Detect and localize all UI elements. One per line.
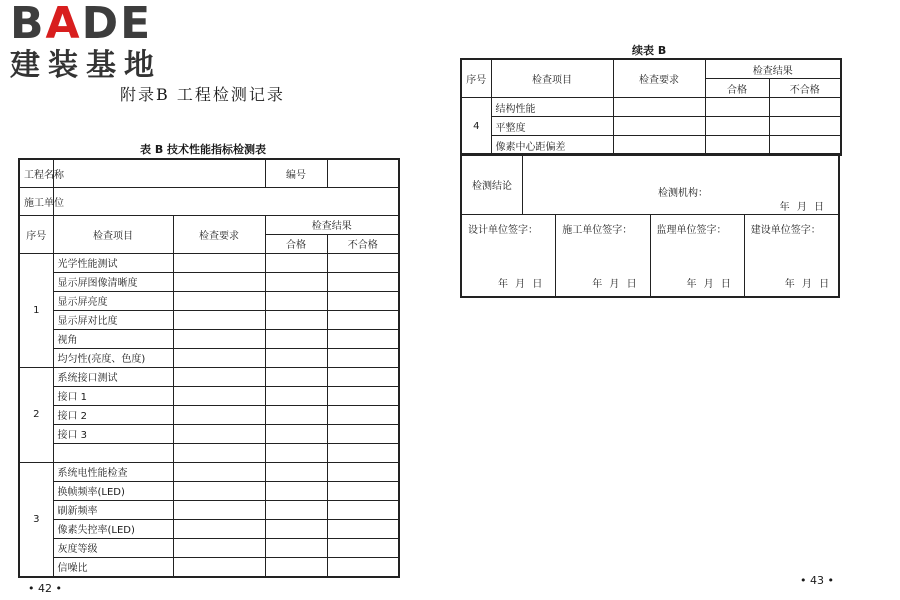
header-pass: 合格 [265, 234, 327, 253]
signature-date: 年 月 日 [498, 279, 545, 290]
signature-owner [745, 215, 838, 296]
signature-date: 年 月 日 [592, 279, 639, 290]
table-row-item: 显示屏图像清晰度 [53, 272, 173, 291]
right-table-caption: 续表 B [632, 44, 667, 57]
signature-label: 设计单位签字： [468, 225, 538, 236]
logo-latin: BADE [10, 0, 153, 49]
group-seq: 2 [19, 367, 53, 462]
table-row-item: 显示屏对比度 [53, 310, 173, 329]
table-row-item: 视角 [53, 329, 173, 348]
signature-design [462, 215, 556, 296]
contractor-field [53, 187, 399, 215]
code-field [327, 159, 399, 187]
table-row-item: 换帧频率(LED) [53, 481, 173, 500]
project-name-label: 工程名称 [19, 159, 53, 187]
project-name-field [53, 159, 265, 187]
contractor-label: 施工单位 [19, 187, 53, 215]
table-row-item: 结构性能 [491, 98, 613, 117]
group-seq: 3 [19, 462, 53, 577]
table-row-item: 均匀性(亮度、色度) [53, 348, 173, 367]
table-row-item: 显示屏亮度 [53, 291, 173, 310]
left-table [18, 158, 400, 578]
conclusion-date: 年 月 日 [779, 202, 826, 213]
page-number-right: • 43 • [800, 574, 834, 587]
header-fail: 不合格 [769, 79, 841, 98]
table-row-item: 像素中心距偏差 [491, 136, 613, 156]
code-label: 编号 [265, 159, 327, 187]
header-requirement: 检查要求 [613, 59, 705, 98]
header-seq: 序号 [461, 59, 491, 98]
header-result: 检查结果 [265, 215, 399, 234]
agency-label: 检测机构： [658, 188, 708, 199]
header-requirement: 检查要求 [173, 215, 265, 253]
right-table-top [460, 58, 842, 156]
signature-contractor [556, 215, 650, 296]
group-seq: 1 [19, 253, 53, 367]
page-number-left: • 42 • [28, 582, 62, 595]
table-row-item: 系统电性能检查 [53, 462, 173, 481]
group-seq: 4 [461, 98, 491, 156]
signature-label: 监理单位签字： [656, 225, 727, 236]
signature-label: 建设单位签字： [750, 225, 821, 236]
table-row-item: 光学性能测试 [53, 253, 173, 272]
header-pass: 合格 [705, 79, 769, 98]
header-item: 检查项目 [491, 59, 613, 98]
signature-label: 施工单位签字： [562, 225, 633, 236]
table-row-item [53, 443, 173, 462]
conclusion-label: 检测结论 [462, 154, 523, 214]
left-table-caption: 表 B 技术性能指标检测表 [140, 143, 267, 156]
header-fail: 不合格 [327, 234, 399, 253]
table-row-item: 系统接口测试 [53, 367, 173, 386]
logo-cjk: 建装基地 [10, 48, 162, 83]
signature-block [460, 214, 840, 298]
table-row-item: 灰度等级 [53, 538, 173, 557]
table-row-item: 平整度 [491, 117, 613, 136]
appendix-title: 附录B 工程检测记录 [120, 85, 285, 104]
table-row-item: 接口 2 [53, 405, 173, 424]
signature-supervisor [651, 215, 745, 296]
table-row-item: 刷新频率 [53, 500, 173, 519]
signature-date: 年 月 日 [686, 279, 733, 290]
table-row-item: 接口 3 [53, 424, 173, 443]
header-result: 检查结果 [705, 59, 841, 79]
table-row-item: 信噪比 [53, 557, 173, 577]
header-seq: 序号 [19, 215, 53, 253]
conclusion-block [460, 153, 840, 215]
signature-date: 年 月 日 [784, 279, 832, 290]
table-row-item: 像素失控率(LED) [53, 519, 173, 538]
header-item: 检查项目 [53, 215, 173, 253]
table-row-item: 接口 1 [53, 386, 173, 405]
